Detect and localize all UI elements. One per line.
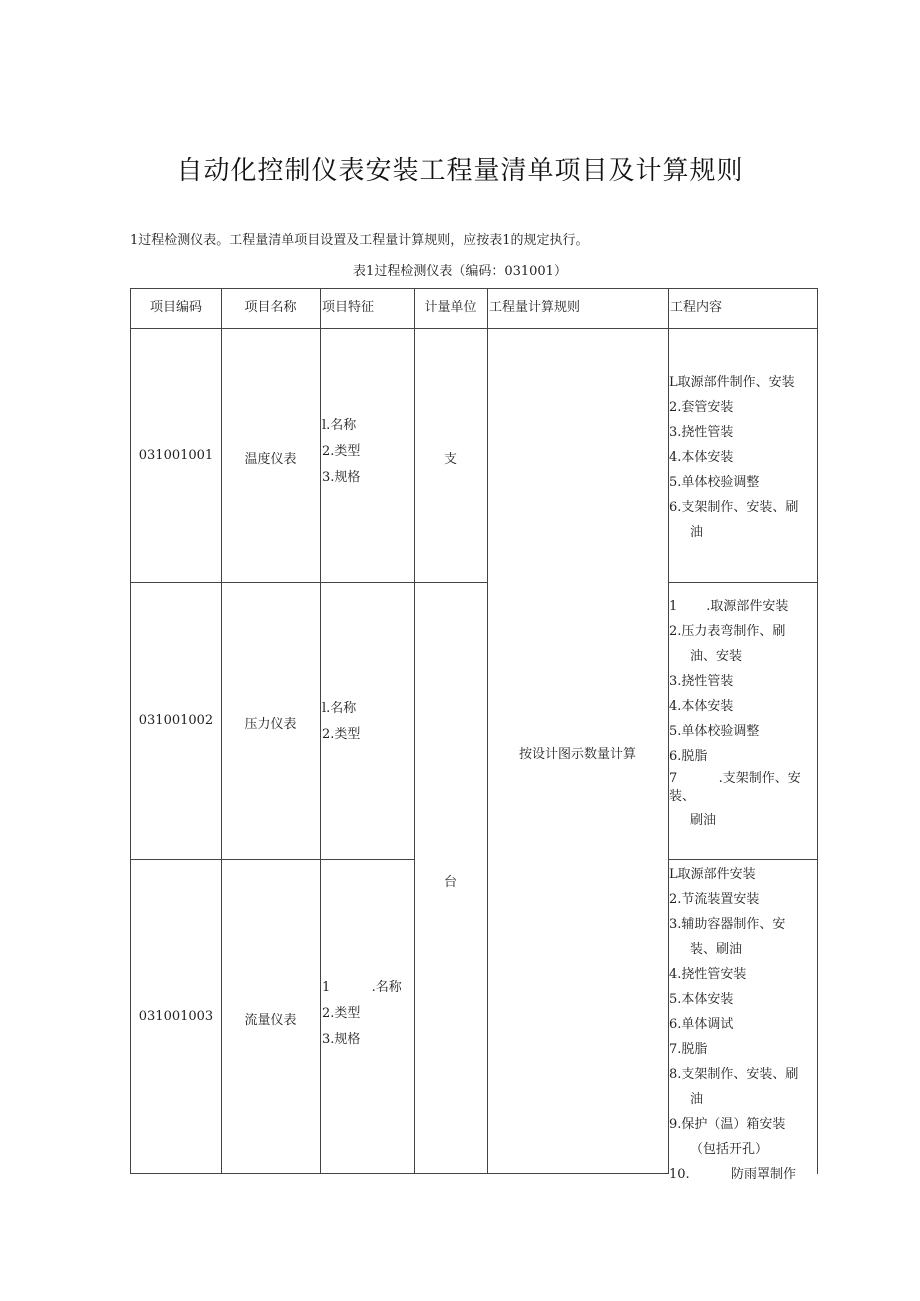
row-divider	[131, 859, 414, 860]
content-item: 2.套管安装	[669, 400, 734, 415]
page-title: 自动化控制仪表安装工程量清单项目及计算规则	[176, 156, 744, 186]
content-item: 6.单体调试	[669, 1017, 734, 1032]
content-item: 9.保护（温）箱安装	[669, 1117, 786, 1132]
row1-features	[322, 413, 360, 491]
row2-features	[322, 696, 360, 748]
row-divider	[668, 582, 817, 583]
column-divider	[487, 288, 488, 1174]
header-unit: 计量单位	[424, 300, 477, 315]
feature-item: 2.类型	[322, 727, 361, 742]
calc-rule-cell: 按设计图示数量计算	[518, 747, 636, 762]
row-divider	[131, 328, 817, 329]
column-divider	[320, 288, 321, 1174]
feature-item: 3.规格	[322, 470, 361, 485]
feature-item: l.名称	[322, 701, 357, 716]
content-item: 5.单体校验调整	[669, 475, 760, 490]
content-item: 1 .取源部件安装	[669, 599, 789, 614]
content-item: 装、	[669, 789, 696, 804]
row3-features	[322, 975, 402, 1053]
content-item: 6.支架制作、安装、刷	[669, 500, 799, 515]
content-item: 4.本体安装	[669, 699, 734, 714]
header-content: 工程内容	[670, 300, 723, 315]
content-item: 油	[690, 525, 704, 540]
content-item: 10. 防雨罩制作	[669, 1167, 796, 1182]
feature-item: 1 .名称	[322, 980, 402, 995]
row3-name: 流量仪表	[244, 1013, 297, 1028]
row-divider	[131, 1173, 668, 1174]
content-item: L取源部件制作、安装	[669, 375, 795, 390]
content-item: L取源部件安装	[669, 867, 756, 882]
row2-code: 031001002	[138, 713, 214, 728]
header-name: 项目名称	[244, 300, 297, 315]
row-divider	[668, 859, 817, 860]
row2-name: 压力仪表	[244, 717, 297, 732]
row2-unit: 台	[443, 875, 457, 890]
content-item: 7.脱脂	[669, 1042, 708, 1057]
content-item: 4.本体安装	[669, 450, 734, 465]
row3-content	[669, 862, 798, 1187]
content-item: 8.支架制作、安装、刷	[669, 1067, 799, 1082]
content-item: 2.压力表弯制作、刷	[669, 624, 786, 639]
instrument-table	[130, 288, 818, 1182]
table-caption: 表1过程检测仪表（编码：031001）	[353, 264, 567, 279]
row2-content	[669, 594, 801, 837]
content-item: 6.脱脂	[669, 749, 708, 764]
content-item: 油	[690, 1092, 704, 1107]
content-item: 3.挠性管装	[669, 425, 734, 440]
content-item: 4.挠性管安装	[669, 967, 747, 982]
row1-unit: 支	[443, 452, 457, 467]
row3-code: 031001003	[138, 1009, 214, 1024]
content-item: 5.单体校验调整	[669, 724, 760, 739]
row1-name: 温度仪表	[244, 452, 297, 467]
intro-paragraph: 1过程检测仪表。工程量清单项目设置及工程量计算规则，应按表1的规定执行。	[130, 233, 589, 248]
header-calc-rule: 工程量计算规则	[489, 300, 581, 315]
content-item: 刷油	[690, 813, 717, 828]
content-item: 5.本体安装	[669, 992, 734, 1007]
row1-code: 031001001	[138, 448, 214, 463]
content-item: 2.节流装置安装	[669, 892, 760, 907]
header-code: 项目编码	[149, 300, 202, 315]
feature-item: 2.类型	[322, 444, 361, 459]
feature-item: 2.类型	[322, 1006, 361, 1021]
content-item: （包括开孔）	[690, 1142, 769, 1157]
row-divider	[131, 582, 487, 583]
row1-content	[669, 370, 798, 545]
content-item: 3.挠性管装	[669, 674, 734, 689]
column-divider	[414, 288, 415, 1174]
content-item: 装、刷油	[690, 942, 743, 957]
feature-item: l.名称	[322, 418, 357, 433]
content-item: 3.辅助容器制作、安	[669, 917, 786, 932]
feature-item: 3.规格	[322, 1032, 361, 1047]
header-features: 项目特征	[322, 300, 375, 315]
content-item: 7 .支架制作、安	[669, 771, 801, 786]
content-item: 油、安装	[690, 649, 743, 664]
